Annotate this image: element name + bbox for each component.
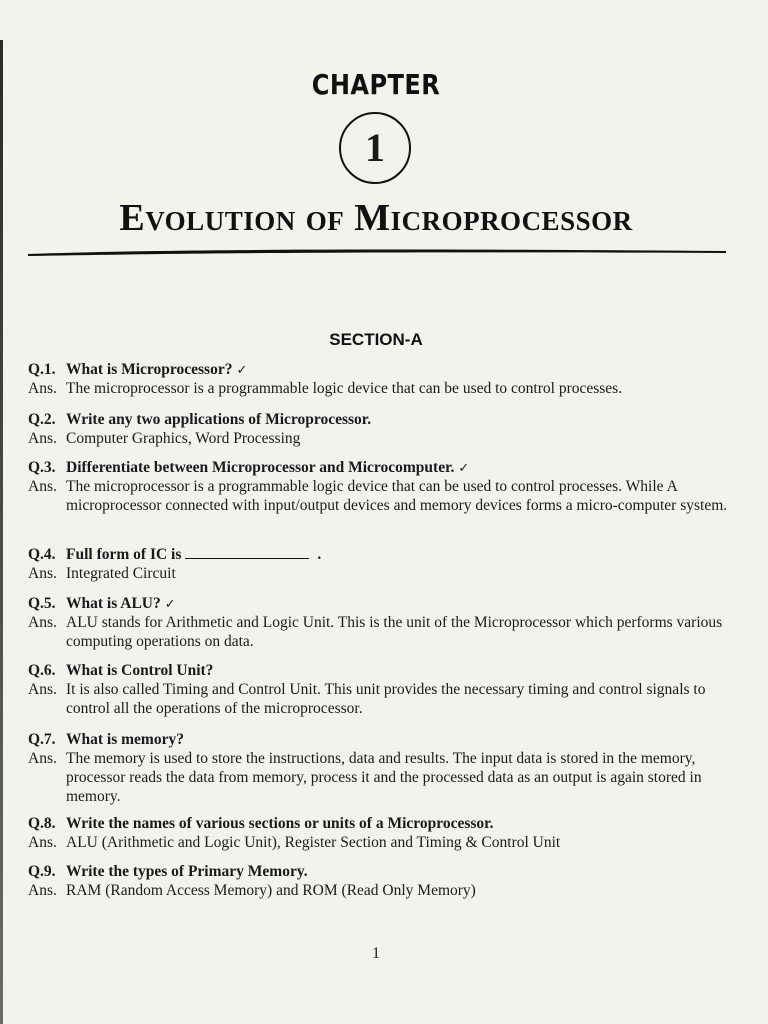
question-row (28, 661, 738, 680)
answer-text: ALU (Arithmetic and Logic Unit), Register Section and Timing & Control Unit (66, 834, 561, 851)
answer-label: Ans. (28, 430, 57, 447)
qa-item-5 (28, 594, 738, 651)
question-text: Write any two applications of Microprocessor. (66, 411, 372, 428)
answer-label: Ans. (28, 565, 57, 582)
answer-row (28, 613, 738, 651)
question-label: Q.6. (28, 662, 56, 679)
question-text: What is Microprocessor? (66, 361, 233, 378)
question-row (28, 814, 738, 833)
section-heading: SECTION-A (329, 330, 423, 349)
question-row (28, 360, 738, 379)
qa-item-3 (28, 458, 738, 515)
answer-text: RAM (Random Access Memory) and ROM (Read Only Memory) (66, 882, 476, 899)
question-label: Q.1. (28, 361, 56, 378)
qa-item-8 (28, 814, 738, 852)
answer-label: Ans. (28, 681, 57, 698)
answer-label: Ans. (28, 614, 57, 631)
question-label: Q.5. (28, 595, 56, 612)
answer-label: Ans. (28, 478, 57, 495)
question-text: What is ALU? (66, 595, 161, 612)
question-label: Q.9. (28, 863, 56, 880)
chapter-label: CHAPTER (311, 68, 441, 101)
answer-row (28, 680, 738, 718)
question-row (28, 410, 738, 429)
chapter-number-badge: 1 (339, 112, 411, 184)
check-mark-icon: ✓ (236, 362, 248, 377)
question-row (28, 730, 738, 749)
question-text: Differentiate between Microprocessor and Microcomputer. (66, 459, 455, 476)
qa-item-4 (28, 545, 738, 583)
answer-label: Ans. (28, 750, 57, 767)
answer-row (28, 564, 738, 583)
question-text: Full form of IC is (66, 546, 182, 563)
qa-item-9 (28, 862, 738, 900)
answer-row (28, 379, 738, 398)
question-text: What is Control Unit? (66, 662, 214, 679)
answer-row (28, 477, 738, 515)
answer-row (28, 881, 738, 900)
question-row (28, 545, 738, 564)
question-row (28, 594, 738, 613)
answer-row (28, 833, 738, 852)
question-row (28, 458, 738, 477)
answer-text: The microprocessor is a programmable logic device that can be used to control processes. While A microprocessor connected with input/output devices and memory devices forms a micro-computer system. (66, 478, 728, 514)
qa-item-1 (28, 360, 738, 398)
question-text: Write the names of various sections or units of a Microprocessor. (66, 815, 494, 832)
answer-text: Computer Graphics, Word Processing (66, 430, 301, 447)
answer-label: Ans. (28, 834, 57, 851)
fill-in-blank (185, 546, 309, 559)
qa-item-2 (28, 410, 738, 448)
answer-text: ALU stands for Arithmetic and Logic Unit. This is the unit of the Microprocessor which performs various computing operations on data. (66, 614, 723, 650)
question-label: Q.2. (28, 411, 56, 428)
question-row (28, 862, 738, 881)
question-label: Q.7. (28, 731, 56, 748)
question-label: Q.4. (28, 546, 56, 563)
page-number: 1 (372, 945, 380, 962)
chapter-title: Evolution of Microprocessor (119, 197, 633, 239)
answer-label: Ans. (28, 380, 57, 397)
question-label: Q.8. (28, 815, 56, 832)
question-text: Write the types of Primary Memory. (66, 863, 308, 880)
answer-text: It is also called Timing and Control Unit. This unit provides the necessary timing and control signals to control all the operations of the microprocessor. (66, 681, 706, 717)
qa-item-6 (28, 661, 738, 718)
check-mark-icon: ✓ (458, 460, 470, 475)
blank-period: . (317, 546, 322, 563)
question-text: What is memory? (66, 731, 184, 748)
check-mark-icon: ✓ (164, 596, 176, 611)
answer-text: The memory is used to store the instructions, data and results. The input data is stored in the memory, processor reads the data from memory, process it and the processed data as an output is again stored in memory. (66, 750, 702, 805)
qa-item-7 (28, 730, 738, 806)
question-label: Q.3. (28, 459, 56, 476)
answer-row (28, 749, 738, 806)
answer-text: Integrated Circuit (66, 565, 176, 582)
answer-label: Ans. (28, 882, 57, 899)
answer-row (28, 429, 738, 448)
title-rule (28, 246, 726, 260)
answer-text: The microprocessor is a programmable logic device that can be used to control processes. (66, 380, 623, 397)
